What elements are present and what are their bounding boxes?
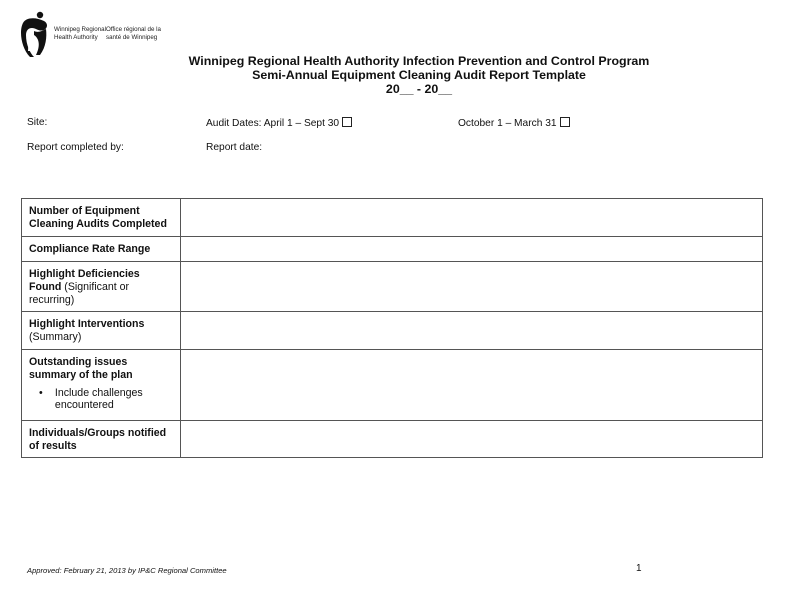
approval-footer: Approved: February 21, 2013 by IP&C Regional Committee (27, 566, 227, 575)
row-value-cell[interactable] (181, 421, 763, 458)
april-sept-checkbox[interactable] (342, 117, 352, 127)
title-line-1: Winnipeg Regional Health Authority Infection Prevention and Control Program (188, 54, 650, 68)
site-label: Site: (27, 117, 48, 128)
page-number: 1 (636, 563, 642, 574)
audit-report-table (21, 198, 763, 458)
row-label: Outstanding issues summary of the plan • Include challenges encountered (22, 350, 181, 421)
row-value-cell[interactable] (181, 199, 763, 237)
bullet-item: • Include challenges encountered (39, 386, 143, 412)
row-label: Highlight Deficiencies Found (Significant or recurring) (22, 262, 181, 312)
row-value-cell[interactable] (181, 312, 763, 350)
table-row (22, 199, 763, 237)
october-march-checkbox[interactable] (560, 117, 570, 127)
table-row (22, 262, 763, 312)
row-label: Compliance Rate Range (22, 237, 181, 262)
second-period-field (458, 117, 570, 129)
table-row (22, 237, 763, 262)
row-label: Highlight Interventions (Summary) (22, 312, 181, 350)
audit-dates-label: Audit Dates: April 1 – Sept 30 (206, 118, 340, 129)
table-row (22, 350, 763, 421)
table-row (22, 312, 763, 350)
org-name-en: Winnipeg Regional Health Authority (54, 26, 106, 41)
title-line-2: Semi-Annual Equipment Cleaning Audit Report Template (252, 68, 586, 82)
row-label: Individuals/Groups notified of results (22, 421, 181, 458)
document-title (0, 54, 790, 96)
audit-dates-field (206, 117, 352, 129)
wrha-logo-icon (20, 11, 50, 57)
second-period-label: October 1 – March 31 (458, 118, 557, 129)
row-value-cell[interactable] (181, 350, 763, 421)
bullet-icon: • (39, 386, 43, 399)
report-date-label: Report date: (206, 142, 263, 153)
row-label: Number of Equipment Cleaning Audits Completed (22, 199, 181, 237)
table-row (22, 421, 763, 458)
completed-by-label: Report completed by: (27, 142, 124, 153)
org-name-fr: Office régional de la santé de Winnipeg (106, 26, 161, 41)
row-value-cell[interactable] (181, 262, 763, 312)
title-line-3: 20__ - 20__ (385, 82, 453, 96)
row-value-cell[interactable] (181, 237, 763, 262)
